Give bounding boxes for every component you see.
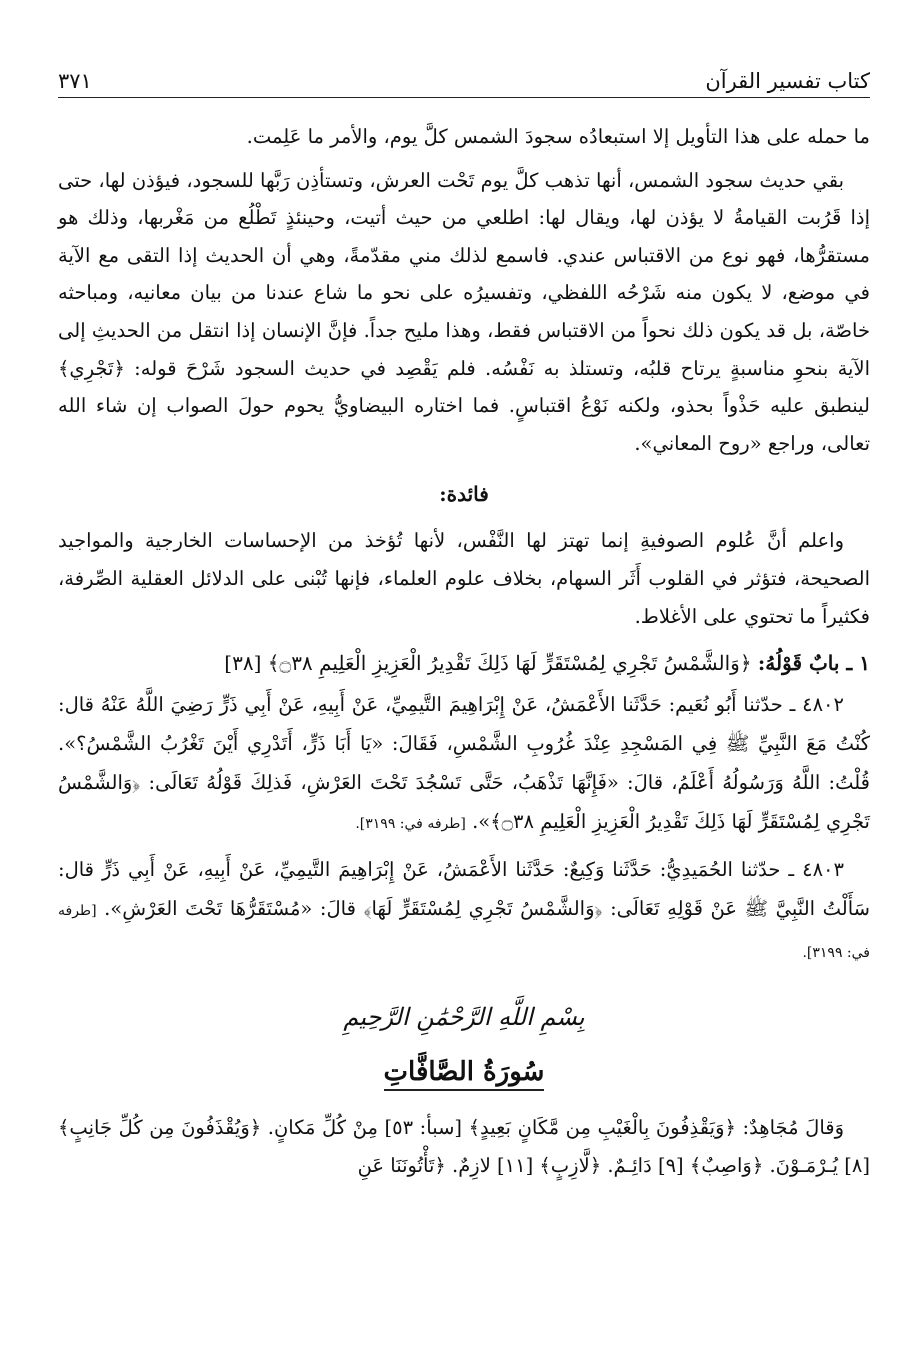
bab-label: ١ ـ بابٌ قَوْلُهُ: [757,651,870,676]
running-title: كتاب تفسير القرآن [705,69,870,93]
bab-heading [58,643,870,683]
hadith-4802-text: ٤٨٠٢ ـ حدّثنا أَبُو نُعَيم: حَدَّثَنا الأَعْمَشُ، عَنْ إِبْرَاهِيمَ التَّيمِيِّ، عَنْ أَبِيهِ، عَنْ أَبِي ذَرٍّ رَضِيَ اللَّهُ عَنْهُ قال: كُنْتُ مَعَ النَّبِيِّ ﷺ فِي المَسْجِدِ عِنْدَ غُرُوبِ الشَّمْسِ، فَقَالَ: «يَا أَبَا ذَرٍّ، أَتَدْرِي أَيْنَ تَغْرُبُ الشَّمْسُ؟». قُلْتُ: اللَّهُ وَرَسُولُهُ أَعْلَمُ، قالَ: «فَإِنَّهَا تَذْهَبُ، حَتَّى تَسْجُدَ تَحْتَ العَرْشِ، فَذلِكَ قَوْلُهُ تَعَالَى: ﴿وَالشَّمْسُ تَجْرِي لِمُسْتَقَرٍّ لَهَا ذَلِكَ تَقْدِيرُ الْعَزِيزِ الْعَلِيمِ ۝٣٨﴾». [58,693,870,834]
surah-title [58,1049,870,1095]
hadith-4803 [58,850,870,973]
faida-heading: فائدة: [439,482,489,507]
closing-paragraph: وَقالَ مُجَاهِدٌ: ﴿وَيَقْذِفُونَ بِالْغَيْبِ مِن مَّكَانٍ بَعِيدٍ﴾ [سبأ: ٥٣] مِنْ كُلِّ مَكانٍ. ﴿وَيُقْذَفُونَ مِن كُلِّ جَانِبٍ﴾ [٨] يُـرْمَـوْنَ. ﴿وَاصِبٌ﴾ [٩] دَائِـمٌ. ﴿لَّازِبٍ﴾ [١١] لازِمٌ. ﴿تَأْتُونَنَا عَنِ [58,1116,870,1177]
faida-paragraph: واعلم أنَّ عُلوم الصوفيةِ إنما تهتز لها النَّفْس، لأنها تُؤخذ من الإحساسات الخارجية والمواجيد الصحيحة، فتؤثر في القلوب أَثَر السهام، بخلاف علوم العلماء، فإنها تُبْنى على الدلائل العقلية الصِّرفة، فكثيراً ما تحتوي على الأغلاط. [58,529,870,628]
hadith-4802 [58,685,870,844]
hadith-4803-ref: [طرفه في: ٣١٩٩]. [58,903,870,962]
page-number: ٣٧١ [58,69,92,93]
paragraph-2: بقي حديث سجود الشمس، أنها تذهب كلَّ يوم تَحْت العرش، وتستأذِن رَبَّها للسجود، فيؤذن لها، حتى إذا قَرُبت القيامةُ لا يؤذن لها، ويقال لها: اطلعي من حيث أتيت، وحينئذٍ تَطْلُع من مَغْربها، وذلك هو مستقرُّها، فهو نوع من الاقتباس عندي. فاسمع لذلك مني مقدّمةً، وهي أن الحديث إذا التقى مع الآية في موضع، لا يكون منه شَرْحُه اللفظي، وتفسيرُه على نحو ما شاع عندنا من بيان معانيه، ومباحثه خاصّة، بل قد يكون ذلك نحواً من الاقتباس فقط، وهذا مليح جداً. فإنَّ الإنسان إذا انتقل من الحديثِ إلى الآية بنحوِ مناسبةٍ يرتاح قلبُه، وتستلذ به نَفْسُه. فلم يَقْصِد في حديث السجود شَرْحَ قوله: ﴿تَجْرِي﴾ لينطبق عليه حَذْواً بحذو، ولكنه نَوْعُ اقتباسٍ. فما اختاره البيضاويُّ يحوم حولَ الصواب إن شاء الله تعالى، وراجع «روح المعاني». [58,168,870,455]
basmala: بِسْمِ اللَّهِ الرَّحْمَٰنِ الرَّحِيمِ [343,1003,585,1032]
surah-title-text: سُورَةُ الصَّافَّاتِ [384,1057,545,1091]
bab-verse: ﴿وَالشَّمْسُ تَجْرِي لِمُسْتَقَرٍّ لَهَا ذَلِكَ تَقْدِيرُ الْعَزِيزِ الْعَلِيمِ ۝٣٨﴾ [٣٨] [224,651,752,676]
hadith-4802-ref: [طرفه في: ٣١٩٩]. [355,816,466,833]
paragraph-1: ما حمله على هذا التأويل إلا استبعادُه سجودَ الشمس كلَّ يوم، والأمر ما عَلِمت. [246,125,870,148]
hadith-4803-text: ٤٨٠٣ ـ حدّثنا الحُمَيدِيُّ: حَدَّثَنا وَكِيعٌ: حَدَّثَنا الأَعْمَشُ، عَنْ إِبْرَاهِيمَ التَّيمِيِّ، عَنْ أَبِيهِ، عَنْ أَبِي ذَرٍّ قال: سَأَلْتُ النَّبِيَّ ﷺ عَنْ قَوْلِهِ تَعَالَى: ﴿وَالشَّمْسُ تَجْرِي لِمُسْتَقَرٍّ لَهَا﴾ قالَ: «مُسْتَقَرُّهَا تَحْتَ العَرْشِ». [58,858,870,921]
page-content [58,118,870,1184]
page-header [58,58,870,98]
